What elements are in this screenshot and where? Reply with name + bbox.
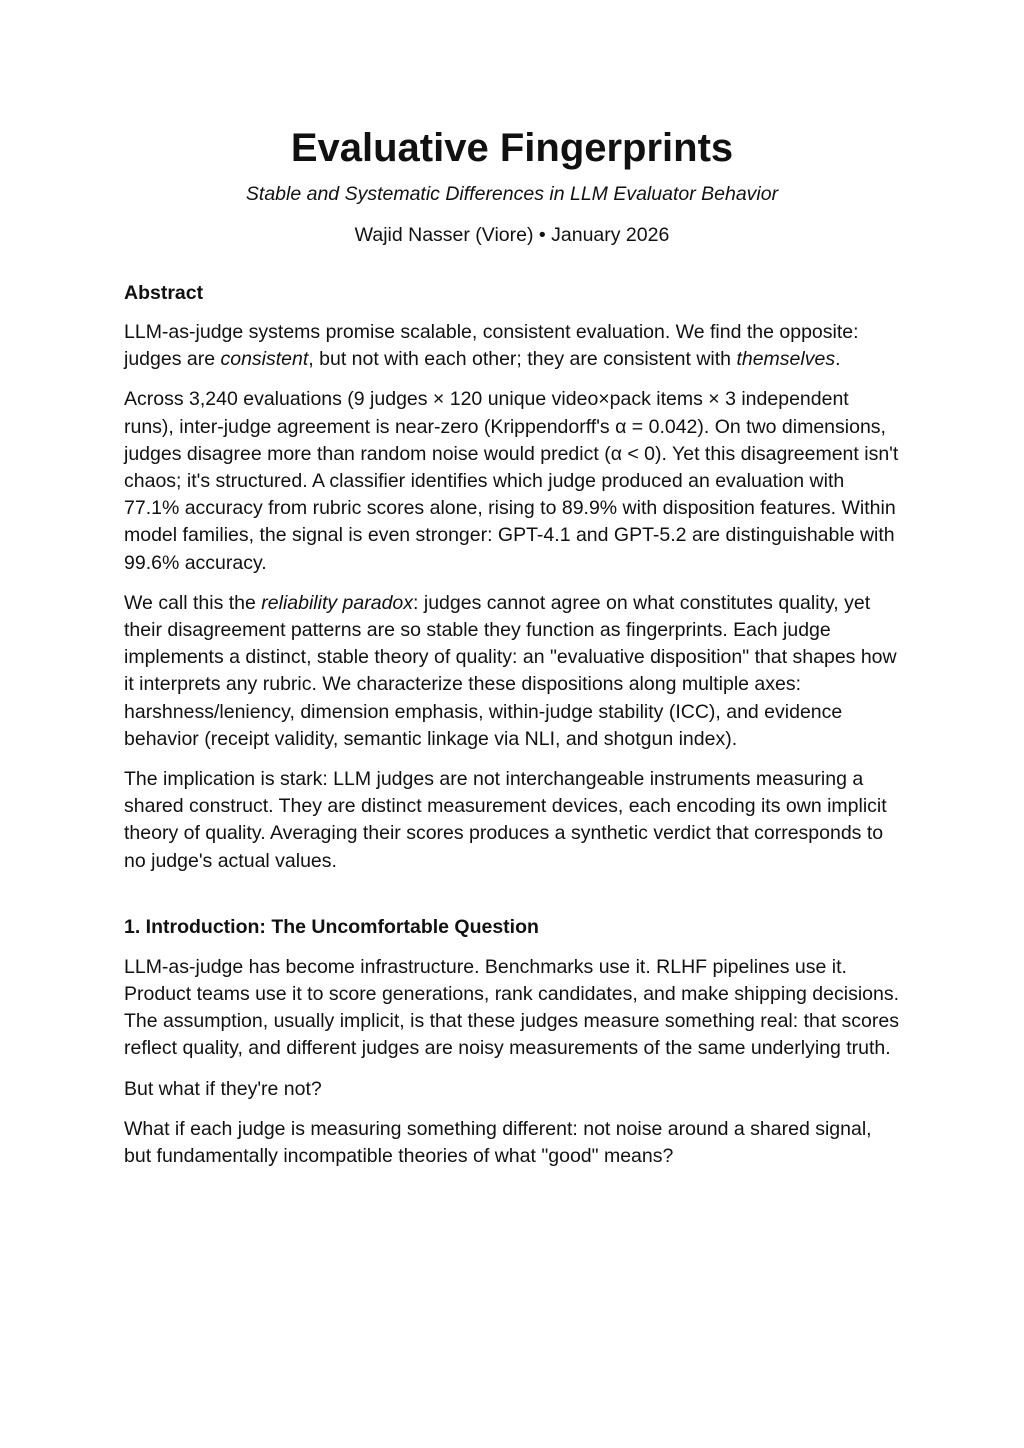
abstract-p1-emphasis-consistent: consistent [220, 348, 309, 371]
abstract-paragraph-4: The implication is stark: LLM judges are not interchangeable instruments measuring a shared construct. They are distinct measurement devices, each encoding its own implicit theory of quality. Averaging their scores produces a synthetic verdict that corresponds to no judge's actual values. [124, 768, 887, 872]
introduction-paragraph-3: What if each judge is measuring something different: not noise around a shared signal, but fundamentally incompatible theories of what "good" means? [124, 1117, 872, 1168]
abstract-paragraph-3 [124, 590, 900, 753]
abstract-paragraph-1 [124, 319, 900, 373]
paper-subtitle: Stable and Systematic Differences in LLM Evaluator Behavior [245, 183, 779, 205]
abstract-p3-text-b: : judges cannot agree on what constitutes quality, yet their disagreement patterns are so stable they function as fingerprints. Each judge implements a distinct, stable theory of quality: an "evaluative disposition" that shapes how it interprets any rubric. We characterize these dispositions along multiple axes: harshness/leniency, dimension emphasis, within-judge stability (ICC), and evidence behavior (receipt validity, semantic linkage via NLI, and shotgun index). [124, 591, 897, 750]
introduction-section [124, 914, 900, 1170]
abstract-paragraph-2: Across 3,240 evaluations (9 judges × 120 unique video×pack items × 3 independent runs), inter-judge agreement is near-zero (Krippendorff's α = 0.042). On two dimensions, judges disagree more than random noise would predict (α < 0). Yet this disagreement isn't chaos; it's structured. A classifier identifies which judge produced an evaluation with 77.1% accuracy from rubric scores alone, rising to 89.9% with disposition features. Within model families, the signal is even stronger: GPT-4.1 and GPT-5.2 are distinguishable with 99.6% accuracy. [124, 388, 899, 574]
abstract-p3-emphasis-reliability-paradox: reliability paradox [261, 591, 414, 614]
introduction-paragraph-2: But what if they're not? [124, 1077, 322, 1100]
abstract-p1-emphasis-themselves: themselves [736, 348, 836, 371]
abstract-p1-text-a: LLM-as-judge systems promise scalable, consistent evaluation. We find the opposite: judges are [124, 321, 859, 371]
author-line: Wajid Nasser (Viore) • January 2026 [354, 224, 670, 246]
abstract-p1-text-c: . [835, 348, 841, 371]
abstract-p1-text-b: , but not with each other; they are consistent with [308, 348, 737, 371]
introduction-paragraph-1: LLM-as-judge has become infrastructure. Benchmarks use it. RLHF pipelines use it. Product teams use it to score generations, rank candidates, and make shipping decisions. The assumption, usually implicit, is that these judges measure something real: that scores reflect quality, and different judges are noisy measurements of the same underlying truth. [124, 955, 900, 1060]
abstract-p3-text-a: We call this the [124, 591, 262, 614]
abstract-section [124, 280, 900, 875]
introduction-heading: 1. Introduction: The Uncomfortable Question [124, 915, 539, 938]
abstract-heading: Abstract [124, 282, 204, 304]
paper-title: Evaluative Fingerprints [290, 126, 734, 170]
paper-body [124, 280, 900, 1170]
